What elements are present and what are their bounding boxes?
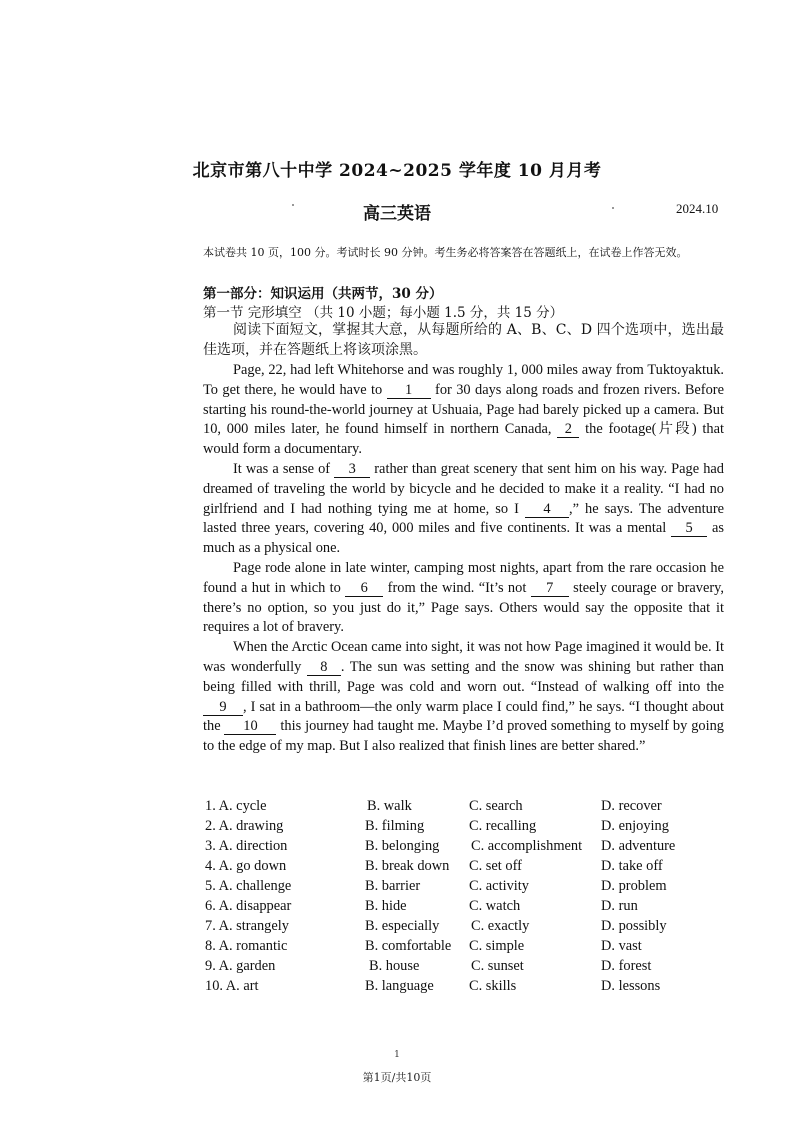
blank-2: 2 <box>557 422 579 438</box>
option-d: D. forest <box>601 958 652 974</box>
exam-subject: 高三英语 <box>363 204 431 224</box>
passage-text: ,” he says. The adventure lasted three years, covering 40, 000 miles and five continents. It was a mental <box>203 500 724 537</box>
section-heading: 第一节 完形填空 （共 10 小题；每小题 1.5 分，共 15 分） <box>203 305 564 321</box>
passage-text: . The sun was setting and the snow was shining but rather than being filled with thrill, Page was cold and worn out. “Instead of walking off into the <box>203 658 724 695</box>
passage-text: for 30 days along roads and frozen rivers. Before starting his round-the-world journey at Ushuaia, Page had barely picked up a camera. But 10, 000 miles later, he found himself in northern Canada, <box>203 381 724 438</box>
cloze-passage <box>203 361 724 757</box>
option-c: C. exactly <box>471 918 530 934</box>
passage-text: as much as a physical one. <box>203 520 724 557</box>
option-d: D. enjoying <box>601 818 669 834</box>
option-d: D. problem <box>601 878 667 894</box>
passage-text: from the wind. “It’s not <box>383 579 531 596</box>
option-d: D. take off <box>601 858 663 874</box>
passage-text: , I sat in a bathroom—the only warm place I could find,” he says. “I thought about the <box>203 698 724 735</box>
option-c: C. accomplishment <box>471 838 583 854</box>
scan-speck <box>612 207 614 209</box>
option-a: 7. A. strangely <box>205 918 289 934</box>
option-b: B. barrier <box>365 878 421 894</box>
option-d: D. lessons <box>601 978 661 994</box>
option-a: 6. A. disappear <box>205 898 292 914</box>
exam-notice: 本试卷共 10 页，100 分。考试时长 90 分钟。考生务必将答案答在答题纸上，在试卷上作答无效。 <box>203 246 688 259</box>
option-d: D. vast <box>601 938 642 954</box>
option-a: 10. A. art <box>205 978 259 994</box>
option-c: C. watch <box>469 898 521 914</box>
option-a: 5. A. challenge <box>205 878 292 894</box>
option-c: C. activity <box>469 878 529 894</box>
passage-paragraph <box>203 361 724 460</box>
option-d: D. recover <box>601 798 662 814</box>
instruction-text: 阅读下面短文，掌握其大意，从每题所给的 A、B、C、D 四个选项中，选出最佳选项，并在答题纸上将该项涂黑。 <box>203 322 724 358</box>
blank-9: 9 <box>203 700 243 716</box>
option-c: C. set off <box>469 858 522 874</box>
option-b: B. hide <box>365 898 407 914</box>
exam-title: 北京市第八十中学 2024~2025 学年度 10 月月考 <box>192 161 602 181</box>
option-b: B. belonging <box>365 838 440 854</box>
option-d: D. run <box>601 898 638 914</box>
passage-paragraph <box>203 559 724 638</box>
option-d: D. possibly <box>601 918 667 934</box>
passage-text: this journey had taught me. Maybe I’d proved something to myself by going to the edge of my map. But I also realized that finish lines are better shared.” <box>203 718 724 755</box>
passage-text: When the Arctic Ocean came into sight, it was not how Page imagined it would be. It was wonderfully <box>203 639 724 675</box>
page-number: 第1页/共10页 <box>362 1071 432 1084</box>
part-heading: 第一部分：知识运用（共两节，30 分） <box>203 286 443 302</box>
option-a: 9. A. garden <box>205 958 276 974</box>
option-a: 4. A. go down <box>205 858 287 874</box>
exam-date: 2024.10 <box>676 201 719 216</box>
passage-text: Page, 22, had left Whitehorse and was roughly 1, 000 miles away from Tuktoyaktuk. To get there, he would have to <box>203 362 724 398</box>
option-a: 1. A. cycle <box>205 798 267 814</box>
blank-10: 10 <box>224 719 276 735</box>
option-c: C. search <box>469 798 523 814</box>
option-b: B. walk <box>367 798 412 814</box>
option-b: B. break down <box>365 858 450 874</box>
option-c: C. skills <box>469 978 517 994</box>
blank-5: 5 <box>671 521 707 537</box>
passage-text: the footage(片段) that would form a documentary. <box>203 421 724 458</box>
passage-text: It was a sense of <box>233 460 335 477</box>
option-a: 2. A. drawing <box>205 818 284 834</box>
option-b: B. filming <box>365 818 425 834</box>
option-a: 3. A. direction <box>205 838 288 854</box>
passage-text: rather than great scenery that sent him on his way. Page had dreamed of traveling the world by bicycle and he decided to make it a reality. “I had no girlfriend and I had nothing tying me at home, so I <box>203 460 724 517</box>
blank-6: 6 <box>345 581 383 597</box>
option-c: C. sunset <box>471 958 524 974</box>
passage-text: Page rode alone in late winter, camping most nights, apart from the rare occasion he found a hut in which to <box>203 559 724 596</box>
passage-paragraph <box>203 460 724 559</box>
blank-4: 4 <box>525 502 569 518</box>
option-b: B. house <box>369 958 420 974</box>
option-b: B. comfortable <box>365 938 452 954</box>
option-b: B. especially <box>365 918 440 934</box>
option-c: C. recalling <box>469 818 537 834</box>
blank-7: 7 <box>531 581 569 597</box>
passage-paragraph <box>203 638 724 757</box>
option-d: D. adventure <box>601 838 676 854</box>
option-a: 8. A. romantic <box>205 938 288 954</box>
option-b: B. language <box>365 978 434 994</box>
blank-8: 8 <box>307 660 341 676</box>
blank-3: 3 <box>334 462 370 478</box>
passage-text: steely courage or bravery, there’s no option, so you just do it,” Page says. Others would say the opposite that it requires a lot of bravery. <box>203 579 724 636</box>
scan-speck <box>292 204 294 206</box>
blank-1: 1 <box>387 383 431 399</box>
page-mark: 1 <box>394 1050 400 1060</box>
option-c: C. simple <box>469 938 525 954</box>
